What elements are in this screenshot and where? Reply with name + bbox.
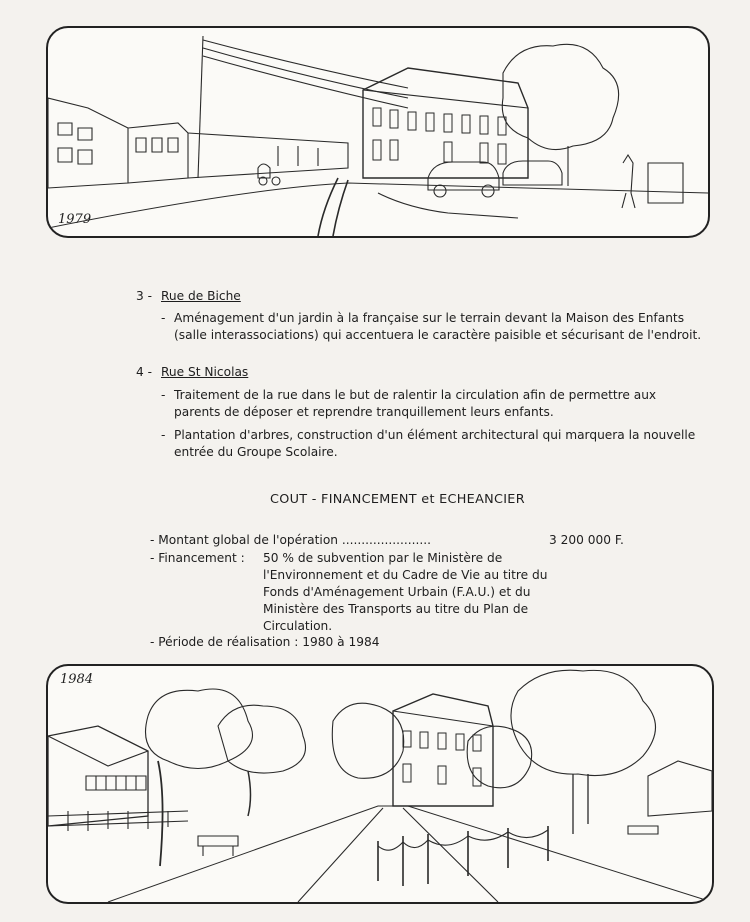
street-sketch-1984 [46,664,714,904]
bullet-dash: - [161,388,166,402]
year-label-1984: 1984 [60,672,94,687]
montant-label: - Montant global de l'opération ....................... [150,533,431,547]
section-3-number: 3 - [136,289,153,303]
section-3-bullet-1: Aménagement d'un jardin à la française sur le terrain devant la Maison des Enfants (salle interassociations) qui accentuera le caractère paisible et sécurisant de l'endroit. [174,311,702,342]
street-drawing-1984 [48,666,712,902]
bullet-dash: - [161,428,166,442]
section-4-bullet-1: Traitement de la rue dans le but de ralentir la circulation afin de permettre aux parents de déposer et reprendre tranquillement leurs enfants. [174,388,657,419]
financement-text: 50 % de subvention par le Ministère de l'Environnement et du Cadre de Vie au titre du Fonds d'Aménagement Urbain (F.A.U.) et du Ministère des Transports au titre du Plan de Circulation. [263,551,548,633]
street-drawing-1979 [48,28,708,236]
section-3-title: Rue de Biche [161,289,241,303]
bullet-dash: - [161,311,166,325]
section-4-title: Rue St Nicolas [161,365,249,379]
section-4-bullet-2: Plantation d'arbres, construction d'un élément architectural qui marquera la nouvelle entrée du Groupe Scolaire. [174,428,696,459]
cout-heading: COUT - FINANCEMENT et ECHEANCIER [270,492,525,507]
financement-label: - Financement : [150,551,245,565]
year-label-1979: 1979 [58,212,92,227]
periode-realisation: - Période de réalisation : 1980 à 1984 [150,635,380,649]
section-4-number: 4 - [136,365,153,379]
montant-value: 3 200 000 F. [549,533,624,547]
street-sketch-1979 [46,26,710,238]
